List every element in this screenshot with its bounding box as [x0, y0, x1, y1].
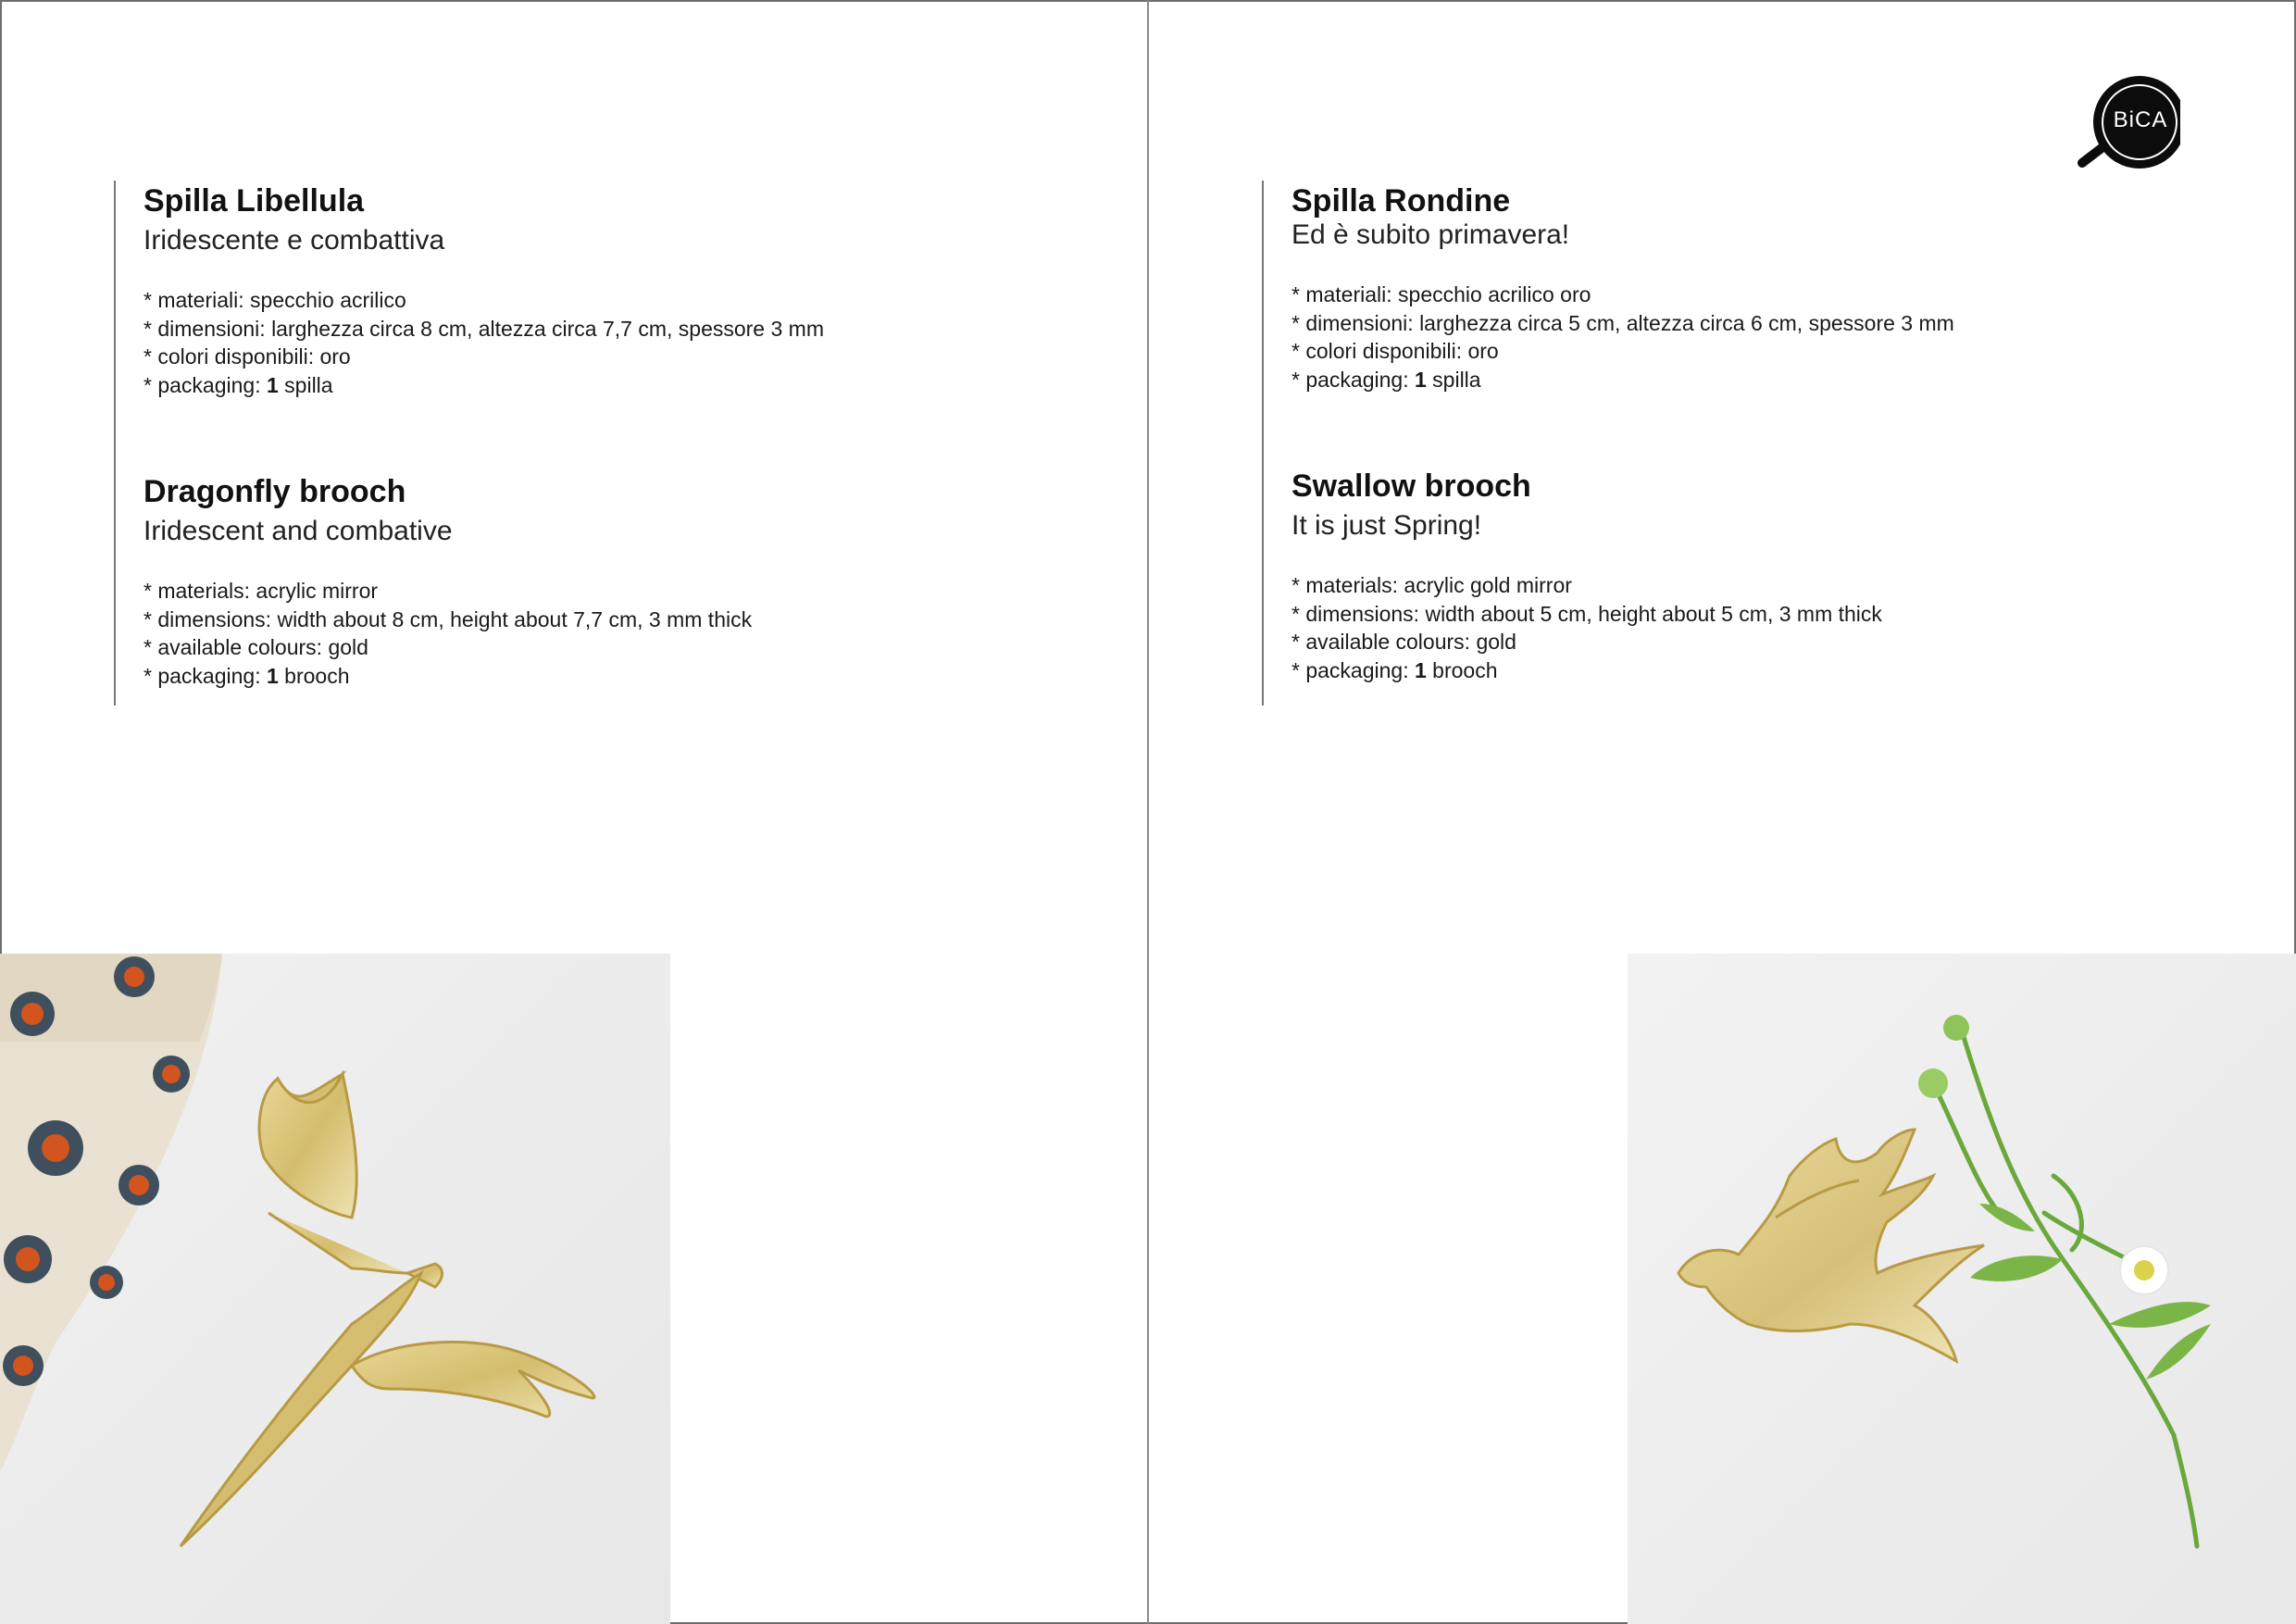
left-text-block — [114, 181, 947, 706]
en-specs — [1292, 571, 2095, 684]
spec-row: * dimensioni: larghezza circa 5 cm, altezza circa 6 cm, spessore 3 mm — [1292, 310, 1954, 335]
spec-row: * dimensions: width about 5 cm, height about 5 cm, 3 mm thick — [1292, 601, 1882, 626]
spec-row-packaging — [1292, 656, 2095, 685]
dragonfly-illustration — [0, 954, 670, 1624]
bica-logo — [2077, 72, 2180, 170]
en-subtitle: Iridescent and combative — [144, 516, 453, 546]
it-specs — [1292, 281, 2095, 394]
swallow-illustration — [1628, 954, 2296, 1624]
swallow-photo — [1628, 954, 2296, 1624]
spec-prefix: * packaging: — [144, 372, 267, 397]
spec-row: * materiali: specchio acrilico — [144, 288, 406, 312]
spec-row: * colori disponibili: oro — [144, 344, 351, 369]
it-subtitle: Iridescente e combattiva — [144, 225, 445, 256]
spec-suffix: spilla — [278, 372, 333, 397]
spec-row-packaging — [144, 371, 947, 400]
en-title: Dragonfly brooch — [144, 474, 406, 509]
en-subtitle: It is just Spring! — [1292, 510, 1482, 541]
it-specs — [144, 286, 947, 399]
spec-suffix: brooch — [278, 663, 350, 688]
spec-row: * dimensions: width about 8 cm, height about 7,7 cm, 3 mm thick — [144, 606, 753, 631]
spec-prefix: * packaging: — [1292, 367, 1415, 392]
spec-quantity: 1 — [1414, 367, 1427, 392]
spec-row: * materiali: specchio acrilico oro — [1292, 282, 1591, 306]
spec-suffix: spilla — [1426, 367, 1481, 392]
spec-suffix: brooch — [1426, 657, 1498, 682]
dragonfly-photo — [0, 954, 670, 1624]
spec-prefix: * packaging: — [1292, 657, 1415, 682]
it-title: Spilla Rondine — [1292, 183, 1511, 219]
en-title: Swallow brooch — [1292, 468, 1531, 504]
spec-quantity: 1 — [1414, 657, 1427, 682]
spec-row: * materials: acrylic gold mirror — [1292, 573, 1572, 597]
spec-row-packaging — [1292, 366, 2095, 394]
spec-quantity: 1 — [266, 372, 279, 397]
spec-row: * available colours: gold — [1292, 630, 1516, 654]
spec-row: * colori disponibili: oro — [1292, 339, 1499, 363]
spec-quantity: 1 — [266, 663, 279, 688]
right-text-block — [1262, 181, 2095, 706]
spec-prefix: * packaging: — [144, 663, 267, 688]
spec-row-packaging — [144, 662, 947, 691]
logo-text: BiCA — [2113, 107, 2168, 132]
it-subtitle: Ed è subito primavera! — [1292, 219, 1570, 250]
spec-row: * available colours: gold — [144, 635, 368, 659]
en-specs — [144, 577, 947, 690]
spec-row: * materials: acrylic mirror — [144, 579, 379, 603]
right-page — [1148, 0, 2296, 1624]
it-title: Spilla Libellula — [144, 183, 365, 219]
spec-row: * dimensioni: larghezza circa 8 cm, altezza circa 7,7 cm, spessore 3 mm — [144, 316, 824, 341]
